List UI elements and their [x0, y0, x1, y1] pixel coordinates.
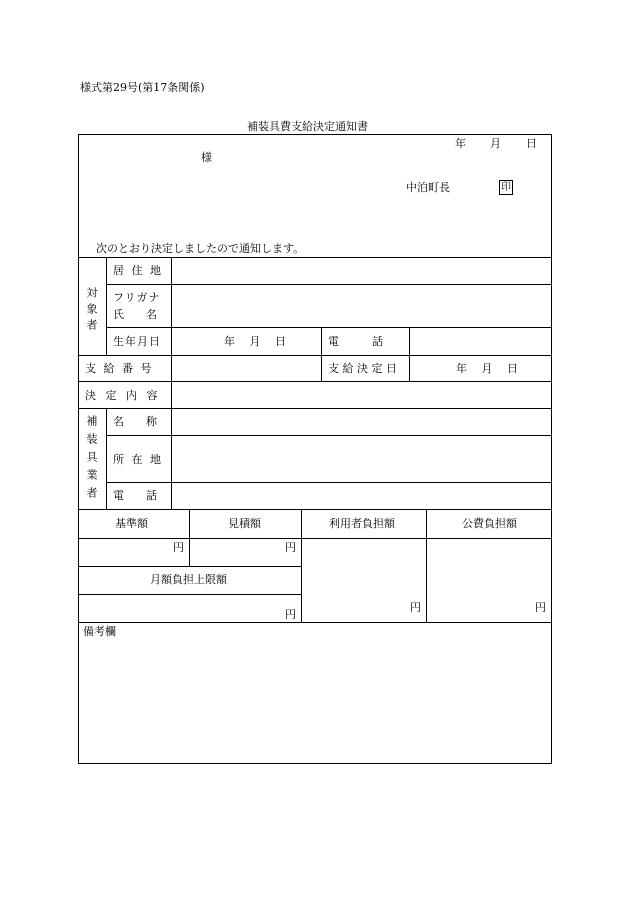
birth-date-placeholder: 年 月 日 [224, 335, 286, 348]
form-number: 様式第29号(第17条関係) [80, 81, 205, 94]
amount-header-standard: 基準額 [115, 517, 148, 530]
decision-date-label: 支 給 決 定 日 [328, 362, 397, 375]
addressee-suffix: 様 [201, 151, 212, 164]
notice-text: 次のとおり決定しましたので通知します。 [96, 242, 305, 255]
yen-monthly-cap: 円 [285, 608, 296, 621]
document-title: 補装具費支給決定通知書 [247, 120, 368, 133]
subject-phone-label: 電 話 [328, 335, 383, 348]
furigana-label: フリガナ [113, 291, 161, 304]
yen-public-burden: 円 [535, 601, 546, 614]
amount-header-public-burden: 公費負担額 [462, 517, 517, 530]
date-day: 日 [526, 137, 537, 150]
vendor-name-label: 名 称 [113, 415, 157, 428]
vendor-group-label: 補装具業者 [85, 415, 98, 505]
remarks-label: 備考欄 [83, 625, 116, 638]
decision-date-placeholder: 年 月 日 [456, 362, 518, 375]
yen-estimate: 円 [285, 541, 296, 554]
amount-header-estimate: 見積額 [228, 517, 261, 530]
name-label: 氏 名 [113, 308, 157, 321]
issuer-name: 中泊町長 [406, 181, 450, 194]
address-label: 居 住 地 [113, 264, 163, 277]
date-year: 年 [455, 137, 466, 150]
vendor-phone-label: 電 話 [113, 489, 157, 502]
decision-content-label: 決 定 内 容 [85, 389, 161, 402]
yen-standard: 円 [173, 541, 184, 554]
payment-number-label: 支 給 番 号 [85, 362, 154, 375]
subject-group-label: 対象者 [85, 287, 98, 335]
amount-header-user-burden: 利用者負担額 [329, 517, 395, 530]
birth-label: 生年月日 [113, 335, 161, 348]
monthly-cap-label: 月額負担上限額 [150, 573, 227, 586]
vendor-location-label: 所 在 地 [113, 453, 163, 466]
date-month: 月 [490, 137, 501, 150]
yen-user-burden: 円 [410, 601, 421, 614]
seal-mark: 印 [501, 182, 511, 193]
